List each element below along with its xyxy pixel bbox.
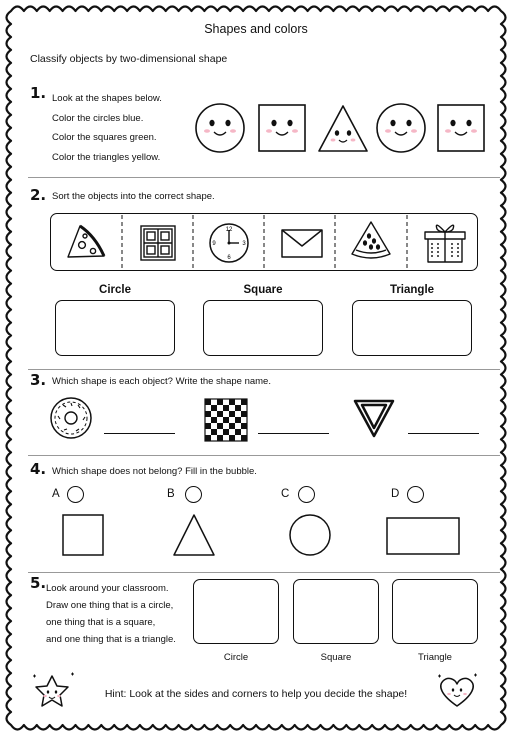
option-letter-a: A — [52, 488, 60, 500]
clock-number: 3 — [242, 241, 246, 247]
sort-label-square: Square — [243, 284, 283, 296]
instruction-line: and one thing that is a triangle. — [46, 634, 176, 645]
instruction-line: Color the circles blue. — [52, 112, 144, 124]
sort-label-circle: Circle — [99, 284, 131, 296]
worksheet-title: Shapes and colors — [204, 22, 308, 36]
section-4-number: 4. — [30, 460, 47, 478]
option-letter-b: B — [167, 488, 175, 500]
draw-label-square: Square — [320, 652, 352, 663]
instruction-line: Look around your classroom. — [46, 583, 169, 594]
section-3-number: 3. — [30, 371, 47, 389]
section-3-instruction: Which shape is each object? Write the shape name. — [52, 376, 271, 387]
instruction-line: one thing that is a square, — [46, 617, 156, 628]
hint-text: Hint: Look at the sides and corners to help you decide the shape! — [104, 688, 408, 700]
worksheet-subtitle: Classify objects by two-dimensional shape — [30, 53, 228, 65]
instruction-line: Draw one thing that is a circle, — [46, 600, 174, 611]
instruction-line: Color the squares green. — [52, 132, 157, 143]
option-letter-d: D — [391, 488, 400, 500]
draw-label-triangle: Triangle — [418, 652, 452, 663]
section-5-number: 5. — [30, 574, 47, 592]
clock-number: 6 — [227, 255, 231, 261]
instruction-line: Look at the shapes below. — [52, 93, 162, 104]
section-4-instruction: Which shape does not belong? Fill in the bubble. — [52, 466, 257, 477]
section-2-number: 2. — [30, 186, 47, 204]
clock-number: 12 — [225, 227, 233, 233]
instruction-line: Color the triangles yellow. — [52, 151, 161, 163]
section-1-number: 1. — [30, 84, 47, 102]
sort-label-triangle: Triangle — [389, 284, 435, 296]
clock-number: 9 — [212, 241, 216, 247]
option-letter-c: C — [281, 488, 290, 500]
section-2-instruction: Sort the objects into the correct shape. — [52, 191, 215, 202]
draw-label-circle: Circle — [223, 652, 249, 663]
